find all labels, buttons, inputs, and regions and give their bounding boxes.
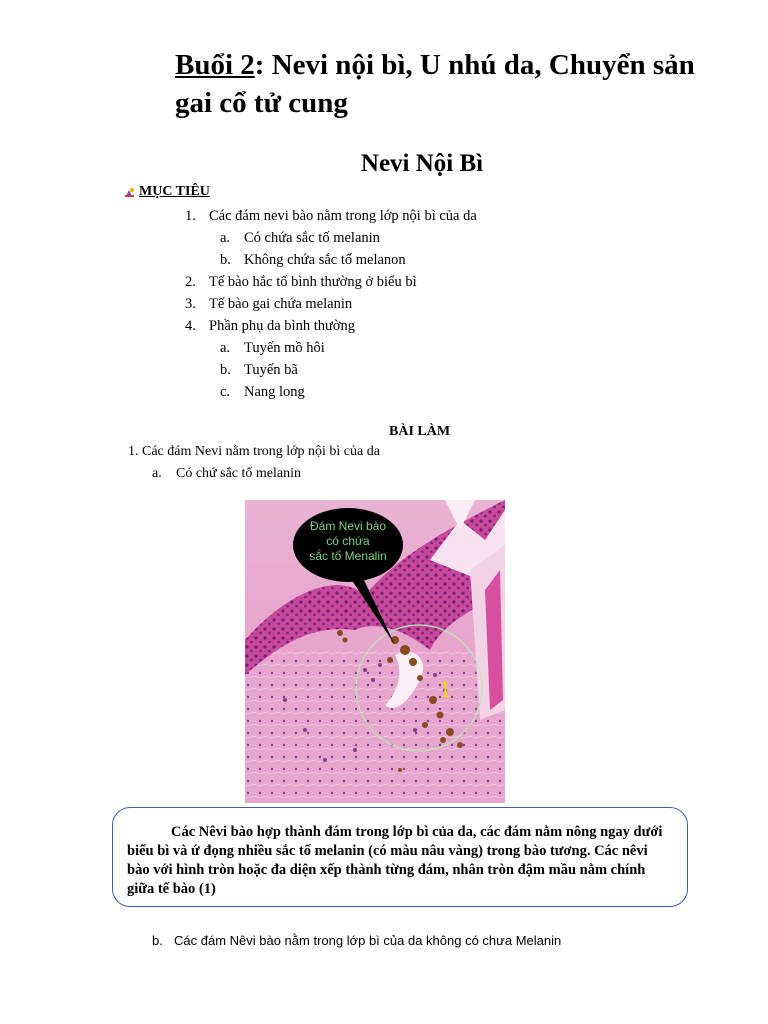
work-item-1b [152, 933, 561, 948]
objectives-heading-text: MỤC TIÊU [139, 184, 210, 199]
objective-num: c. [220, 384, 231, 400]
objective-text: Tế bào hắc tố bình thường ở biểu bì [209, 274, 417, 290]
objective-num: b. [220, 252, 231, 268]
objective-num: 4. [185, 318, 196, 334]
objective-num: 3. [185, 296, 196, 312]
objective-num: 2. [185, 274, 196, 290]
objective-item [220, 384, 305, 401]
objective-text: Nang long [244, 384, 305, 400]
objective-num: a. [220, 340, 231, 356]
objective-text: Phần phụ da bình thường [209, 318, 356, 334]
work-item-1b-text: Các đám Nêvi bào nằm trong lớp bì của da không có chưa Melanin [174, 933, 562, 948]
objective-item [220, 340, 325, 357]
section-title: Nevi Nội Bì [360, 150, 484, 177]
objective-item [185, 318, 355, 335]
bubble-text-line1: Đám Nevi bào [309, 519, 387, 533]
objective-text: Có chứa sắc tố melanin [244, 230, 380, 246]
work-item-1a [152, 466, 301, 482]
objective-text: Không chứa sắc tố melanon [244, 252, 406, 268]
objective-text: Tuyến mồ hôi [244, 340, 325, 356]
bubble-text-line2: có chứa [326, 534, 370, 548]
objective-item [220, 230, 380, 247]
objective-item [220, 362, 298, 379]
objective-text: Tuyến bã [244, 362, 298, 378]
session-label: Buổi 2 [175, 49, 255, 81]
marker-label: 1 [439, 677, 451, 703]
histology-micrograph [245, 500, 505, 803]
histology-image [245, 500, 505, 803]
objective-num: a. [220, 230, 231, 246]
work-item-1b-num: b. [152, 933, 163, 948]
work-heading: BÀI LÀM [389, 424, 451, 439]
objective-text: Tế bào gai chứa melanin [209, 296, 353, 312]
objective-item [185, 274, 417, 291]
objective-item [185, 208, 477, 225]
document-title [175, 46, 735, 122]
objective-text: Các đám nevi bào nằm trong lớp nội bì của da [209, 208, 477, 224]
objective-num: b. [220, 362, 231, 378]
work-item-1: 1. Các đám Nevi nằm trong lớp nội bì của da [128, 444, 380, 459]
work-item-1a-num: a. [152, 466, 162, 481]
objective-item [185, 296, 352, 313]
bullet-star-icon [124, 186, 136, 198]
title-text: : Nevi nội bì, U nhú da, Chuyển sản gai cổ tử cung [175, 49, 695, 119]
work-item-1a-text: Có chứ sắc tố melanin [176, 466, 302, 481]
caption-text: Các Nêvi bào hợp thành đám trong lớp bì của da, các đám nằm nông ngay dưới biểu bì và ứ đọng nhiều sắc tố melanin (có màu nâu vàng) trong bào tương. Các nêvi bào với hình tròn hoặc đa diện xếp thành từng đám, nhân tròn đậm mầu nằm chính giữa tế bào (1) [127, 824, 663, 897]
objectives-heading [124, 184, 210, 200]
objective-item [220, 252, 406, 269]
objective-num: 1. [185, 208, 196, 224]
bubble-text-line3: sắc tố Menalin [309, 549, 387, 563]
dermis-layer [245, 650, 505, 803]
caption-box [112, 807, 688, 907]
